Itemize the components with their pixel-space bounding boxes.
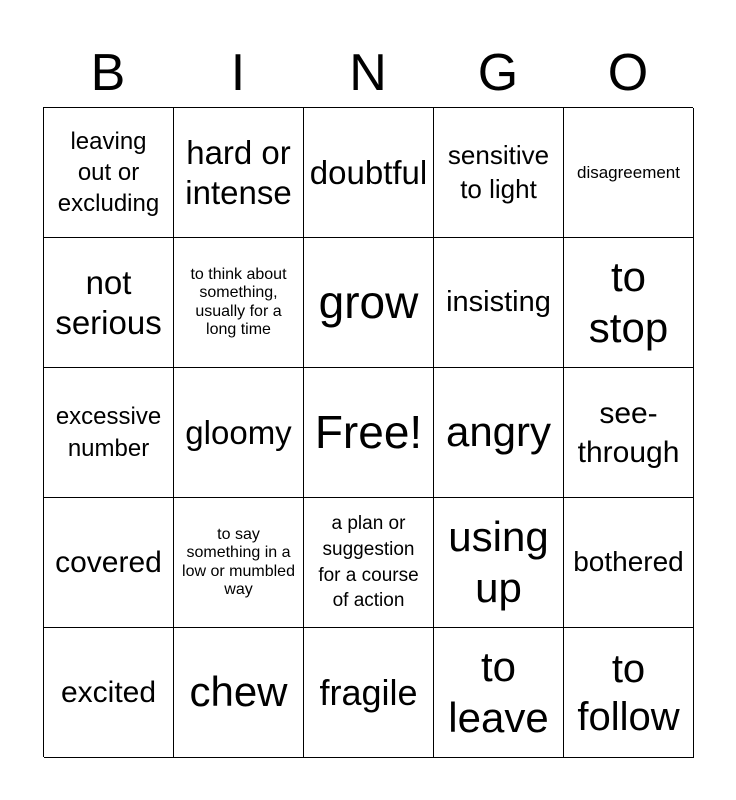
bingo-header xyxy=(43,38,693,108)
bingo-cell[interactable]: chew xyxy=(174,628,304,758)
bingo-cell[interactable]: to say something in a low or mumbled way xyxy=(174,498,304,628)
bingo-cell[interactable]: a plan or suggestion for a course of action xyxy=(304,498,434,628)
header-letter-b: B xyxy=(90,44,126,102)
header-letter-i: I xyxy=(230,44,246,102)
bingo-cell[interactable]: grow xyxy=(304,238,434,368)
bingo-cell[interactable]: to follow xyxy=(564,628,694,758)
bingo-cell[interactable]: Free! xyxy=(304,368,434,498)
bingo-cell[interactable]: see-through xyxy=(564,368,694,498)
bingo-cell[interactable]: to stop xyxy=(564,238,694,368)
bingo-cell[interactable]: disagreement xyxy=(564,108,694,238)
bingo-cell[interactable]: doubtful xyxy=(304,108,434,238)
header-letter-n: N xyxy=(349,44,387,102)
bingo-cell[interactable]: not serious xyxy=(44,238,174,368)
bingo-cell[interactable]: bothered xyxy=(564,498,694,628)
bingo-cell[interactable]: to leave xyxy=(434,628,564,758)
bingo-cell[interactable]: angry xyxy=(434,368,564,498)
bingo-cell[interactable]: hard or intense xyxy=(174,108,304,238)
bingo-cell[interactable]: sensitive to light xyxy=(434,108,564,238)
header-letter-o: O xyxy=(607,44,649,102)
bingo-cell[interactable]: gloomy xyxy=(174,368,304,498)
bingo-cell[interactable]: excited xyxy=(44,628,174,758)
bingo-board xyxy=(43,107,693,757)
bingo-cell[interactable]: insisting xyxy=(434,238,564,368)
bingo-cell[interactable]: fragile xyxy=(304,628,434,758)
bingo-cell[interactable]: using up xyxy=(434,498,564,628)
bingo-cell[interactable]: leaving out or excluding xyxy=(44,108,174,238)
bingo-cell[interactable]: to think about something, usually for a long time xyxy=(174,238,304,368)
header-letter-g: G xyxy=(477,44,519,102)
bingo-cell[interactable]: covered xyxy=(44,498,174,628)
bingo-cell[interactable]: excessive number xyxy=(44,368,174,498)
